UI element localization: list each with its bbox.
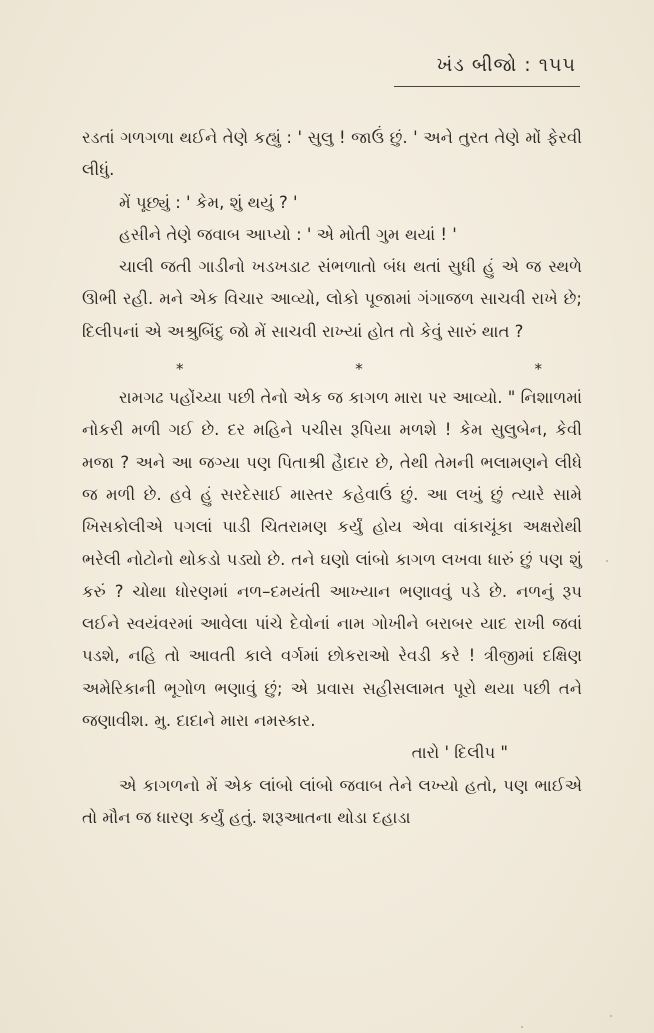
separator-star: * [534,360,542,379]
running-head: ખંડ બીજો : ૧૫૫ [436,54,576,76]
header-rule [394,86,580,87]
paper-speck [606,560,608,562]
body-text [82,122,582,834]
paragraph-3: હસીને તેણે જવાબ આપ્યો : ' એ મોતી ગુમ થયાં ! ' [119,224,457,244]
closing-paragraph: એ કાગળનો મેં એક લાંબો લાંબો જવાબ તેને લખ્યો હતો, પણ ભાઈએ તો મૌન જ ધારણ કર્યું હતું. શરૂઆતના થોડા દહાડા [82,775,582,827]
paragraph-4: ચાલી જતી ગાડીનો ખડખડાટ સંભળાતો બંધ થતાં સુધી હું એ જ સ્થળે ઊભી રહી. મને એક વિચાર આવ્યો, લોકો પૂજામાં ગંગાજળ સાચવી રાખે છે; દિલીપનાં એ અશ્રુબિંદુ જો મેં સાચવી રાખ્યાં હોત તો કેવું સારું થાત ? [82,257,582,341]
section-separator [82,356,582,382]
paragraph-1: રડતાં ગળગળા થઈને તેણે કહ્યું : ' સુલુ ! જાઉં છું. ' અને તુરત તેણે મોં ફેરવી લીધું. [82,128,582,180]
separator-star: * [176,360,184,379]
letter-paragraph: રામગઢ પહોંચ્યા પછી તેનો એક જ કાગળ મારા પર આવ્યો. " નિશાળમાં નોકરી મળી ગઈ છે. દર મહિને પચીસ રૂપિયા મળશે ! કેમ સુલુબેન, કેવી મજા ? અને આ જગ્યા પણ પિતાશ્રી હૈાદાર છે, તેથી તેમની ભલામણને લીધે જ મળી છે. હવે હું સરદેસાઈ માસ્તર કહેવાઉં છું. આ લખું છું ત્યારે સામે ખિસકોલીએ પગલાં પાડી ચિતરામણ કર્યું હોય એવા વાંકાચૂંકા અક્ષરોથી ભરેલી નોટોનો થોકડો પડ્યો છે. તને ઘણો લાંબો કાગળ લખવા ધારું છું પણ શું કરું ? ચોથા ધોરણમાં નળ–દમયંતી આખ્યાન ભણાવવું પડે છે. નળનું રૂપ લઈને સ્વયંવરમાં આવેલા પાંચે દેવોનાં નામ ગોખીને બરાબર યાદ રાખી જવાં પડશે, નહિ તો આવતી કાલે વર્ગમાં છોકરાઓ રેવડી કરે ! ત્રીજીમાં દક્ષિણ અમેરિકાની ભૂગોળ ભણાવું છું; એ પ્રવાસ સહીસલામત પૂરો થયા પછી તને જણાવીશ. મુ. દાદાને મારા નમસ્કાર. [82,388,582,731]
paper-speck [610,1015,612,1017]
paper-speck [521,1026,523,1028]
letter-signature: તારો ' દિલીપ " [411,743,508,763]
separator-star: * [355,360,363,379]
paragraph-2: મેં પૂછ્યું : ' કેમ, શું થયું ? ' [119,192,298,212]
